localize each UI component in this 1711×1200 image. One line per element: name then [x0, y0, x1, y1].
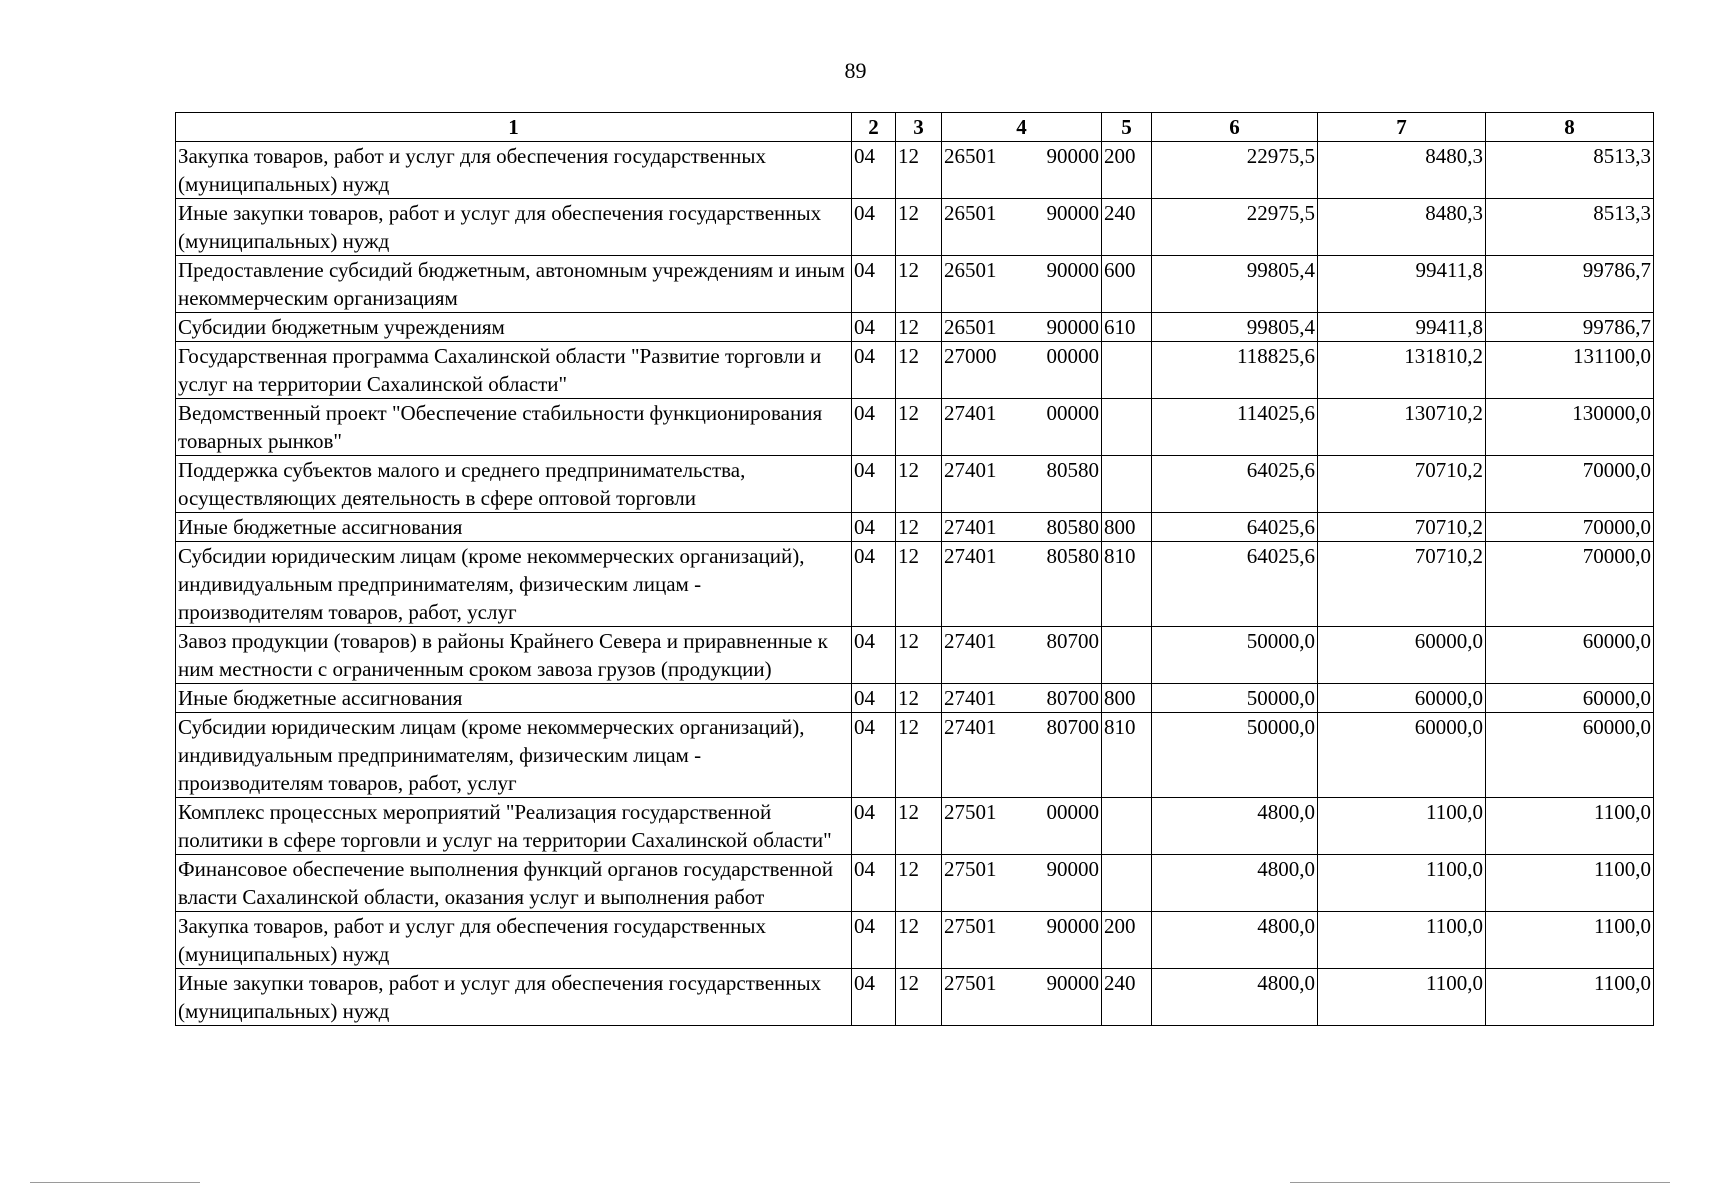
row-expense-type: 600 [1102, 256, 1152, 313]
row-name: Государственная программа Сахалинской области "Развитие торговли и услуг на территории Сахалинской области" [176, 342, 852, 399]
table-row [176, 969, 1654, 1026]
row-section-code: 04 [852, 199, 896, 256]
row-name: Завоз продукции (товаров) в районы Крайнего Севера и приравненные к ним местности с ограниченным сроком завоза грузов (продукции) [176, 627, 852, 684]
row-amount-col-8: 130000,0 [1486, 399, 1654, 456]
table-row [176, 855, 1654, 912]
table-row [176, 256, 1654, 313]
table-row [176, 399, 1654, 456]
row-amount-col-6: 118825,6 [1152, 342, 1318, 399]
target-article-direction: 80700 [1046, 715, 1099, 739]
table-row [176, 313, 1654, 342]
row-amount-col-8: 99786,7 [1486, 256, 1654, 313]
row-target-article [942, 798, 1102, 855]
target-article-program: 27401 [944, 515, 997, 539]
row-amount-col-6: 64025,6 [1152, 513, 1318, 542]
row-subsection-code: 12 [896, 542, 942, 627]
row-section-code: 04 [852, 142, 896, 199]
target-article-program: 27401 [944, 715, 997, 739]
row-subsection-code: 12 [896, 713, 942, 798]
row-amount-col-8: 8513,3 [1486, 199, 1654, 256]
row-amount-col-6: 99805,4 [1152, 256, 1318, 313]
row-name: Субсидии бюджетным учреждениям [176, 313, 852, 342]
table-row [176, 342, 1654, 399]
row-target-article [942, 969, 1102, 1026]
row-name: Субсидии юридическим лицам (кроме некоммерческих организаций), индивидуальным предпринимателям, физическим лицам - производителям товаров, работ, услуг [176, 542, 852, 627]
row-amount-col-6: 22975,5 [1152, 199, 1318, 256]
row-expense-type: 810 [1102, 542, 1152, 627]
target-article-direction: 80700 [1046, 629, 1099, 653]
row-name: Субсидии юридическим лицам (кроме некоммерческих организаций), индивидуальным предпринимателям, физическим лицам - производителям товаров, работ, услуг [176, 713, 852, 798]
target-article-program: 27401 [944, 458, 997, 482]
row-section-code: 04 [852, 969, 896, 1026]
row-amount-col-8: 8513,3 [1486, 142, 1654, 199]
row-amount-col-8: 99786,7 [1486, 313, 1654, 342]
row-target-article [942, 513, 1102, 542]
target-article-program: 27501 [944, 800, 997, 824]
row-amount-col-6: 114025,6 [1152, 399, 1318, 456]
row-subsection-code: 12 [896, 142, 942, 199]
row-target-article [942, 342, 1102, 399]
row-amount-col-6: 4800,0 [1152, 798, 1318, 855]
row-section-code: 04 [852, 313, 896, 342]
row-name: Закупка товаров, работ и услуг для обеспечения государственных (муниципальных) нужд [176, 142, 852, 199]
budget-table [175, 112, 1654, 1026]
header-col-4: 4 [942, 113, 1102, 142]
target-article-direction: 80700 [1046, 686, 1099, 710]
row-amount-col-7: 99411,8 [1318, 256, 1486, 313]
row-section-code: 04 [852, 798, 896, 855]
target-article-program: 27000 [944, 344, 997, 368]
target-article-direction: 90000 [1046, 857, 1099, 881]
row-subsection-code: 12 [896, 798, 942, 855]
row-expense-type [1102, 798, 1152, 855]
header-col-2: 2 [852, 113, 896, 142]
row-expense-type: 200 [1102, 142, 1152, 199]
row-amount-col-7: 130710,2 [1318, 399, 1486, 456]
row-amount-col-8: 70000,0 [1486, 542, 1654, 627]
target-article-direction: 80580 [1046, 458, 1099, 482]
row-expense-type: 240 [1102, 199, 1152, 256]
row-name: Иные закупки товаров, работ и услуг для обеспечения государственных (муниципальных) нужд [176, 969, 852, 1026]
table-row [176, 627, 1654, 684]
scan-edge-line [1290, 1182, 1670, 1183]
row-amount-col-8: 60000,0 [1486, 627, 1654, 684]
row-subsection-code: 12 [896, 456, 942, 513]
row-amount-col-6: 4800,0 [1152, 969, 1318, 1026]
row-section-code: 04 [852, 684, 896, 713]
row-amount-col-6: 22975,5 [1152, 142, 1318, 199]
row-amount-col-7: 60000,0 [1318, 713, 1486, 798]
row-target-article [942, 456, 1102, 513]
row-name: Предоставление субсидий бюджетным, автономным учреждениям и иным некоммерческим организациям [176, 256, 852, 313]
target-article-direction: 80580 [1046, 544, 1099, 568]
row-subsection-code: 12 [896, 684, 942, 713]
row-amount-col-8: 1100,0 [1486, 798, 1654, 855]
row-amount-col-8: 131100,0 [1486, 342, 1654, 399]
row-amount-col-6: 64025,6 [1152, 456, 1318, 513]
target-article-direction: 90000 [1046, 971, 1099, 995]
row-name: Финансовое обеспечение выполнения функций органов государственной власти Сахалинской области, оказания услуг и выполнения работ [176, 855, 852, 912]
row-section-code: 04 [852, 855, 896, 912]
row-target-article [942, 256, 1102, 313]
row-section-code: 04 [852, 256, 896, 313]
table-row [176, 456, 1654, 513]
row-subsection-code: 12 [896, 256, 942, 313]
target-article-direction: 00000 [1046, 344, 1099, 368]
row-amount-col-7: 131810,2 [1318, 342, 1486, 399]
table-row [176, 713, 1654, 798]
header-col-3: 3 [896, 113, 942, 142]
target-article-direction: 80580 [1046, 515, 1099, 539]
row-name: Иные бюджетные ассигнования [176, 684, 852, 713]
row-subsection-code: 12 [896, 199, 942, 256]
row-amount-col-7: 8480,3 [1318, 199, 1486, 256]
row-amount-col-7: 1100,0 [1318, 798, 1486, 855]
row-subsection-code: 12 [896, 627, 942, 684]
row-section-code: 04 [852, 713, 896, 798]
row-expense-type [1102, 627, 1152, 684]
row-expense-type [1102, 399, 1152, 456]
page-number: 89 [844, 58, 867, 83]
target-article-program: 26501 [944, 315, 997, 339]
row-target-article [942, 627, 1102, 684]
row-target-article [942, 399, 1102, 456]
target-article-program: 27401 [944, 401, 997, 425]
row-subsection-code: 12 [896, 399, 942, 456]
row-amount-col-6: 50000,0 [1152, 627, 1318, 684]
row-amount-col-7: 70710,2 [1318, 513, 1486, 542]
row-amount-col-6: 50000,0 [1152, 684, 1318, 713]
row-section-code: 04 [852, 456, 896, 513]
target-article-program: 27501 [944, 857, 997, 881]
header-col-7: 7 [1318, 113, 1486, 142]
row-target-article [942, 713, 1102, 798]
row-amount-col-8: 70000,0 [1486, 513, 1654, 542]
row-amount-col-7: 60000,0 [1318, 627, 1486, 684]
row-amount-col-7: 99411,8 [1318, 313, 1486, 342]
table-body [176, 142, 1654, 1026]
row-section-code: 04 [852, 912, 896, 969]
row-section-code: 04 [852, 342, 896, 399]
row-name: Поддержка субъектов малого и среднего предпринимательства, осуществляющих деятельность в сфере оптовой торговли [176, 456, 852, 513]
table-row [176, 542, 1654, 627]
header-col-1: 1 [176, 113, 852, 142]
row-expense-type: 610 [1102, 313, 1152, 342]
table-row [176, 684, 1654, 713]
row-section-code: 04 [852, 399, 896, 456]
row-expense-type [1102, 855, 1152, 912]
target-article-program: 27401 [944, 686, 997, 710]
row-expense-type [1102, 456, 1152, 513]
row-name: Комплекс процессных мероприятий "Реализация государственной политики в сфере торговли и услуг на территории Сахалинской области" [176, 798, 852, 855]
row-expense-type: 800 [1102, 513, 1152, 542]
header-col-6: 6 [1152, 113, 1318, 142]
target-article-program: 27401 [944, 544, 997, 568]
row-amount-col-7: 8480,3 [1318, 142, 1486, 199]
scan-edge-line [30, 1182, 200, 1183]
target-article-direction: 90000 [1046, 201, 1099, 225]
row-subsection-code: 12 [896, 342, 942, 399]
target-article-program: 26501 [944, 201, 997, 225]
table-row [176, 199, 1654, 256]
row-subsection-code: 12 [896, 969, 942, 1026]
target-article-direction: 00000 [1046, 800, 1099, 824]
header-col-8: 8 [1486, 113, 1654, 142]
row-target-article [942, 855, 1102, 912]
row-name: Ведомственный проект "Обеспечение стабильности функционирования товарных рынков" [176, 399, 852, 456]
row-expense-type [1102, 342, 1152, 399]
target-article-program: 26501 [944, 258, 997, 282]
row-name: Иные закупки товаров, работ и услуг для обеспечения государственных (муниципальных) нужд [176, 199, 852, 256]
row-target-article [942, 313, 1102, 342]
row-amount-col-7: 60000,0 [1318, 684, 1486, 713]
target-article-program: 26501 [944, 144, 997, 168]
row-amount-col-8: 1100,0 [1486, 912, 1654, 969]
row-amount-col-7: 1100,0 [1318, 912, 1486, 969]
row-amount-col-8: 1100,0 [1486, 969, 1654, 1026]
row-amount-col-7: 1100,0 [1318, 969, 1486, 1026]
row-name: Иные бюджетные ассигнования [176, 513, 852, 542]
target-article-program: 27501 [944, 971, 997, 995]
table-header-row [176, 113, 1654, 142]
target-article-program: 27401 [944, 629, 997, 653]
table-row [176, 513, 1654, 542]
row-amount-col-7: 70710,2 [1318, 456, 1486, 513]
row-amount-col-8: 60000,0 [1486, 684, 1654, 713]
table-row [176, 142, 1654, 199]
row-expense-type: 800 [1102, 684, 1152, 713]
target-article-direction: 90000 [1046, 144, 1099, 168]
row-name: Закупка товаров, работ и услуг для обеспечения государственных (муниципальных) нужд [176, 912, 852, 969]
row-expense-type: 240 [1102, 969, 1152, 1026]
row-amount-col-7: 1100,0 [1318, 855, 1486, 912]
target-article-direction: 90000 [1046, 258, 1099, 282]
row-target-article [942, 684, 1102, 713]
row-expense-type: 200 [1102, 912, 1152, 969]
row-amount-col-6: 4800,0 [1152, 912, 1318, 969]
row-amount-col-6: 50000,0 [1152, 713, 1318, 798]
row-target-article [942, 542, 1102, 627]
row-target-article [942, 142, 1102, 199]
row-section-code: 04 [852, 627, 896, 684]
target-article-direction: 90000 [1046, 315, 1099, 339]
row-section-code: 04 [852, 513, 896, 542]
row-amount-col-6: 64025,6 [1152, 542, 1318, 627]
row-amount-col-8: 70000,0 [1486, 456, 1654, 513]
row-section-code: 04 [852, 542, 896, 627]
target-article-direction: 90000 [1046, 914, 1099, 938]
header-col-5: 5 [1102, 113, 1152, 142]
row-target-article [942, 912, 1102, 969]
row-amount-col-6: 99805,4 [1152, 313, 1318, 342]
row-subsection-code: 12 [896, 912, 942, 969]
row-subsection-code: 12 [896, 855, 942, 912]
target-article-program: 27501 [944, 914, 997, 938]
row-amount-col-8: 1100,0 [1486, 855, 1654, 912]
row-subsection-code: 12 [896, 313, 942, 342]
row-expense-type: 810 [1102, 713, 1152, 798]
row-amount-col-7: 70710,2 [1318, 542, 1486, 627]
table-row [176, 798, 1654, 855]
row-amount-col-6: 4800,0 [1152, 855, 1318, 912]
table-row [176, 912, 1654, 969]
target-article-direction: 00000 [1046, 401, 1099, 425]
row-subsection-code: 12 [896, 513, 942, 542]
row-amount-col-8: 60000,0 [1486, 713, 1654, 798]
row-target-article [942, 199, 1102, 256]
